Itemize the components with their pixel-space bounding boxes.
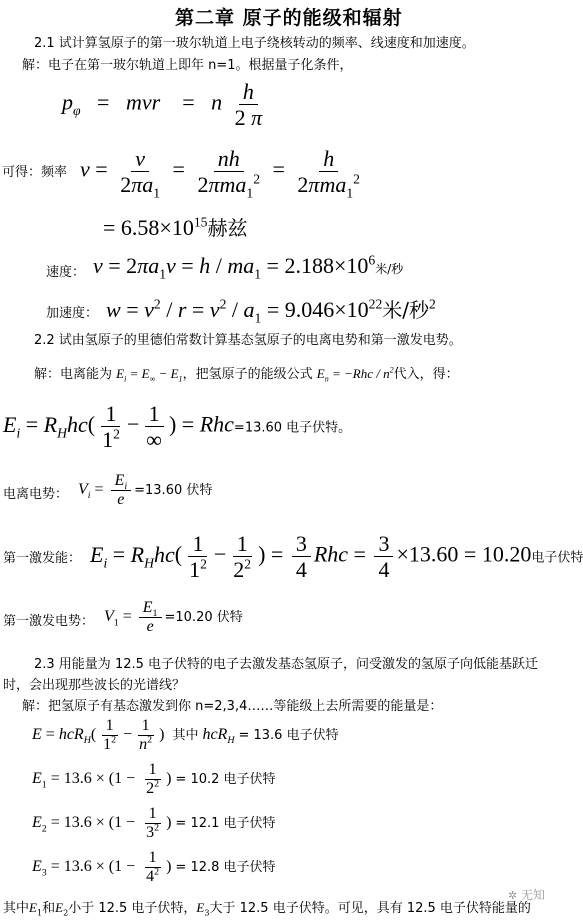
e1-equation: $E_1 = 13.6 \times (1$ − $\frac{1}{2^2}$ ) = 10.2 电子伏特 — [32, 761, 276, 797]
ionization-energy-result: =13.60 电子伏特。 — [233, 420, 352, 436]
answer-2-2-intro: 解：电离能为 $E_i = E_\infty - E_1$，把氢原子的能级公式 $E_n = -Rhc / n^2$代入，得： — [34, 365, 459, 384]
result-label-frequency: 可得：频率 — [2, 165, 68, 180]
conclusion-b: 和 — [42, 901, 56, 916]
speed-label: 速度： — [46, 265, 86, 280]
e3-result: = 12.8 电子伏特 — [175, 860, 276, 876]
speed-value: 2.188 — [284, 253, 334, 278]
ionization-energy-equation: $E_i = R_Hhc$( $\frac{1}{1^2}$ − $\frac{1}{\infty}$ ) = Rhc=13.60 电子伏特。 — [3, 401, 352, 453]
hcr-value: = 13.6 电子伏特 — [238, 728, 339, 744]
answer-2-2-intro-b: ，把氢原子的能级公式 — [182, 367, 313, 382]
frequency-unit: 赫兹 — [207, 216, 248, 240]
where-label: 其中 — [172, 728, 199, 744]
ionization-potential-label: 电离电势： — [3, 487, 69, 502]
excitation-energy-general-equation: E = hcR$_H$( $\frac{1}{1^2}$ − $\frac{1}{n^2}$ ) 其中 hcR$_H$ = 13.6 电子伏特 — [32, 717, 339, 753]
acceleration-equation: $w = \nu^2 / r = \nu^2 / a_1 = 9.046\times 10^{22}$米/秒$^2$ — [106, 296, 436, 326]
page-title: 第二章 原子的能级和辐射 — [175, 7, 403, 29]
acceleration-exponent: 22 — [368, 296, 383, 312]
first-excitation-potential-label: 第一激发电势： — [3, 614, 95, 629]
frequency-value: 6.58 — [120, 215, 160, 240]
first-excitation-potential-equation: $V_1$ = $\frac{E_1}{e}$ =10.20 伏特 — [104, 599, 243, 635]
e1-result: = 10.2 电子伏特 — [175, 772, 276, 788]
question-2-2: 2.2 试由氢原子的里德伯常数计算基态氢原子的电离电势和第一激发电势。 — [34, 333, 462, 348]
conclusion-line: 其中$E_1$和$E_2$小于 12.5 电子伏特，$E_3$大于 12.5 电子伏特。可见，具有 12.5 电子伏特能量的 — [3, 900, 531, 918]
acceleration-unit: 米/秒 — [382, 298, 430, 322]
watermark — [508, 886, 545, 903]
ionization-potential-result: =13.60 伏特 — [134, 483, 213, 499]
frequency-result: = $6.58\times 10^{15}$赫兹 — [103, 214, 248, 240]
speed-unit: 米/秒 — [375, 262, 404, 276]
frequency-equation: ν = $\frac{v}{2\pi a_1}$ = $\frac{nh}{2\pi ma_1^2}$ = $\frac{h}{2\pi ma_1^2}$ — [80, 146, 360, 201]
answer-2-2-intro-c: 代入，得： — [393, 367, 459, 382]
first-excitation-energy-value: 13.60 — [408, 541, 459, 567]
conclusion-c: 小于 12.5 电子伏特， — [68, 901, 197, 916]
question-2-3-line1: 2.3 用能量为 12.5 电子伏特的电子去激发基态氢原子，问受激发的氢原子向低能基跃迁 — [34, 657, 539, 672]
answer-2-3-intro: 解：把氢原子有基态激发到你 n=2,3,4……等能级上去所需要的能量是： — [22, 699, 443, 714]
ionization-potential-equation: $V_i$ = $\frac{E_i}{e}$ =13.60 伏特 — [78, 472, 213, 508]
speed-exponent: 6 — [368, 252, 376, 268]
first-excitation-energy-result: 10.20 — [481, 541, 532, 567]
first-excitation-energy-label: 第一激发能： — [3, 551, 82, 566]
first-excitation-energy-equation: $E_i = R_Hhc$( $\frac{1}{1^2}$ − $\frac{1}{2^2}$ ) = $\frac{3}{4}$ Rhc = $\frac{3}{4}$ ×13.60 = 10.20电子伏特 — [90, 531, 583, 583]
question-2-1: 2.1 试计算氢原子的第一玻尔轨道上电子绕核转动的频率、线速度和加速度。 — [34, 36, 475, 51]
first-excitation-energy-unit: 电子伏特 — [531, 550, 583, 566]
acceleration-value: 9.046 — [284, 297, 335, 322]
quantization-condition-equation: $p_\varphi$ = mvr = n $\frac{h}{2 \pi}$ — [62, 79, 263, 131]
question-2-3-line2: 时，会出现那些波长的光谱线？ — [3, 678, 186, 693]
watermark-text: 无知 — [521, 888, 546, 902]
conclusion-a: 其中 — [3, 901, 30, 916]
e2-equation: $E_2 = 13.6 \times (1$ − $\frac{1}{3^2}$ ) = 12.1 电子伏特 — [32, 805, 276, 841]
e3-equation: $E_3 = 13.6 \times (1$ − $\frac{1}{4^2}$ ) = 12.8 电子伏特 — [32, 849, 276, 885]
answer-2-2-intro-a: 解：电离能为 — [34, 367, 113, 382]
acceleration-label: 加速度： — [46, 306, 99, 321]
first-excitation-potential-result: =10.20 伏特 — [164, 610, 243, 626]
speed-equation: $\nu = 2\pi a_1\nu = h / ma_1 = 2.188\times 10^6$米/秒 — [93, 252, 404, 282]
e2-result: = 12.1 电子伏特 — [175, 816, 276, 832]
watermark-logo-icon: ✲ — [508, 889, 518, 902]
conclusion-d: 大于 12.5 电子伏特。可见，具有 12.5 电子伏特能量的 — [209, 901, 531, 916]
answer-2-1-intro: 解：电子在第一玻尔轨道上即年 n=1。根据量子化条件， — [22, 58, 353, 73]
frequency-exponent: 15 — [193, 214, 208, 230]
